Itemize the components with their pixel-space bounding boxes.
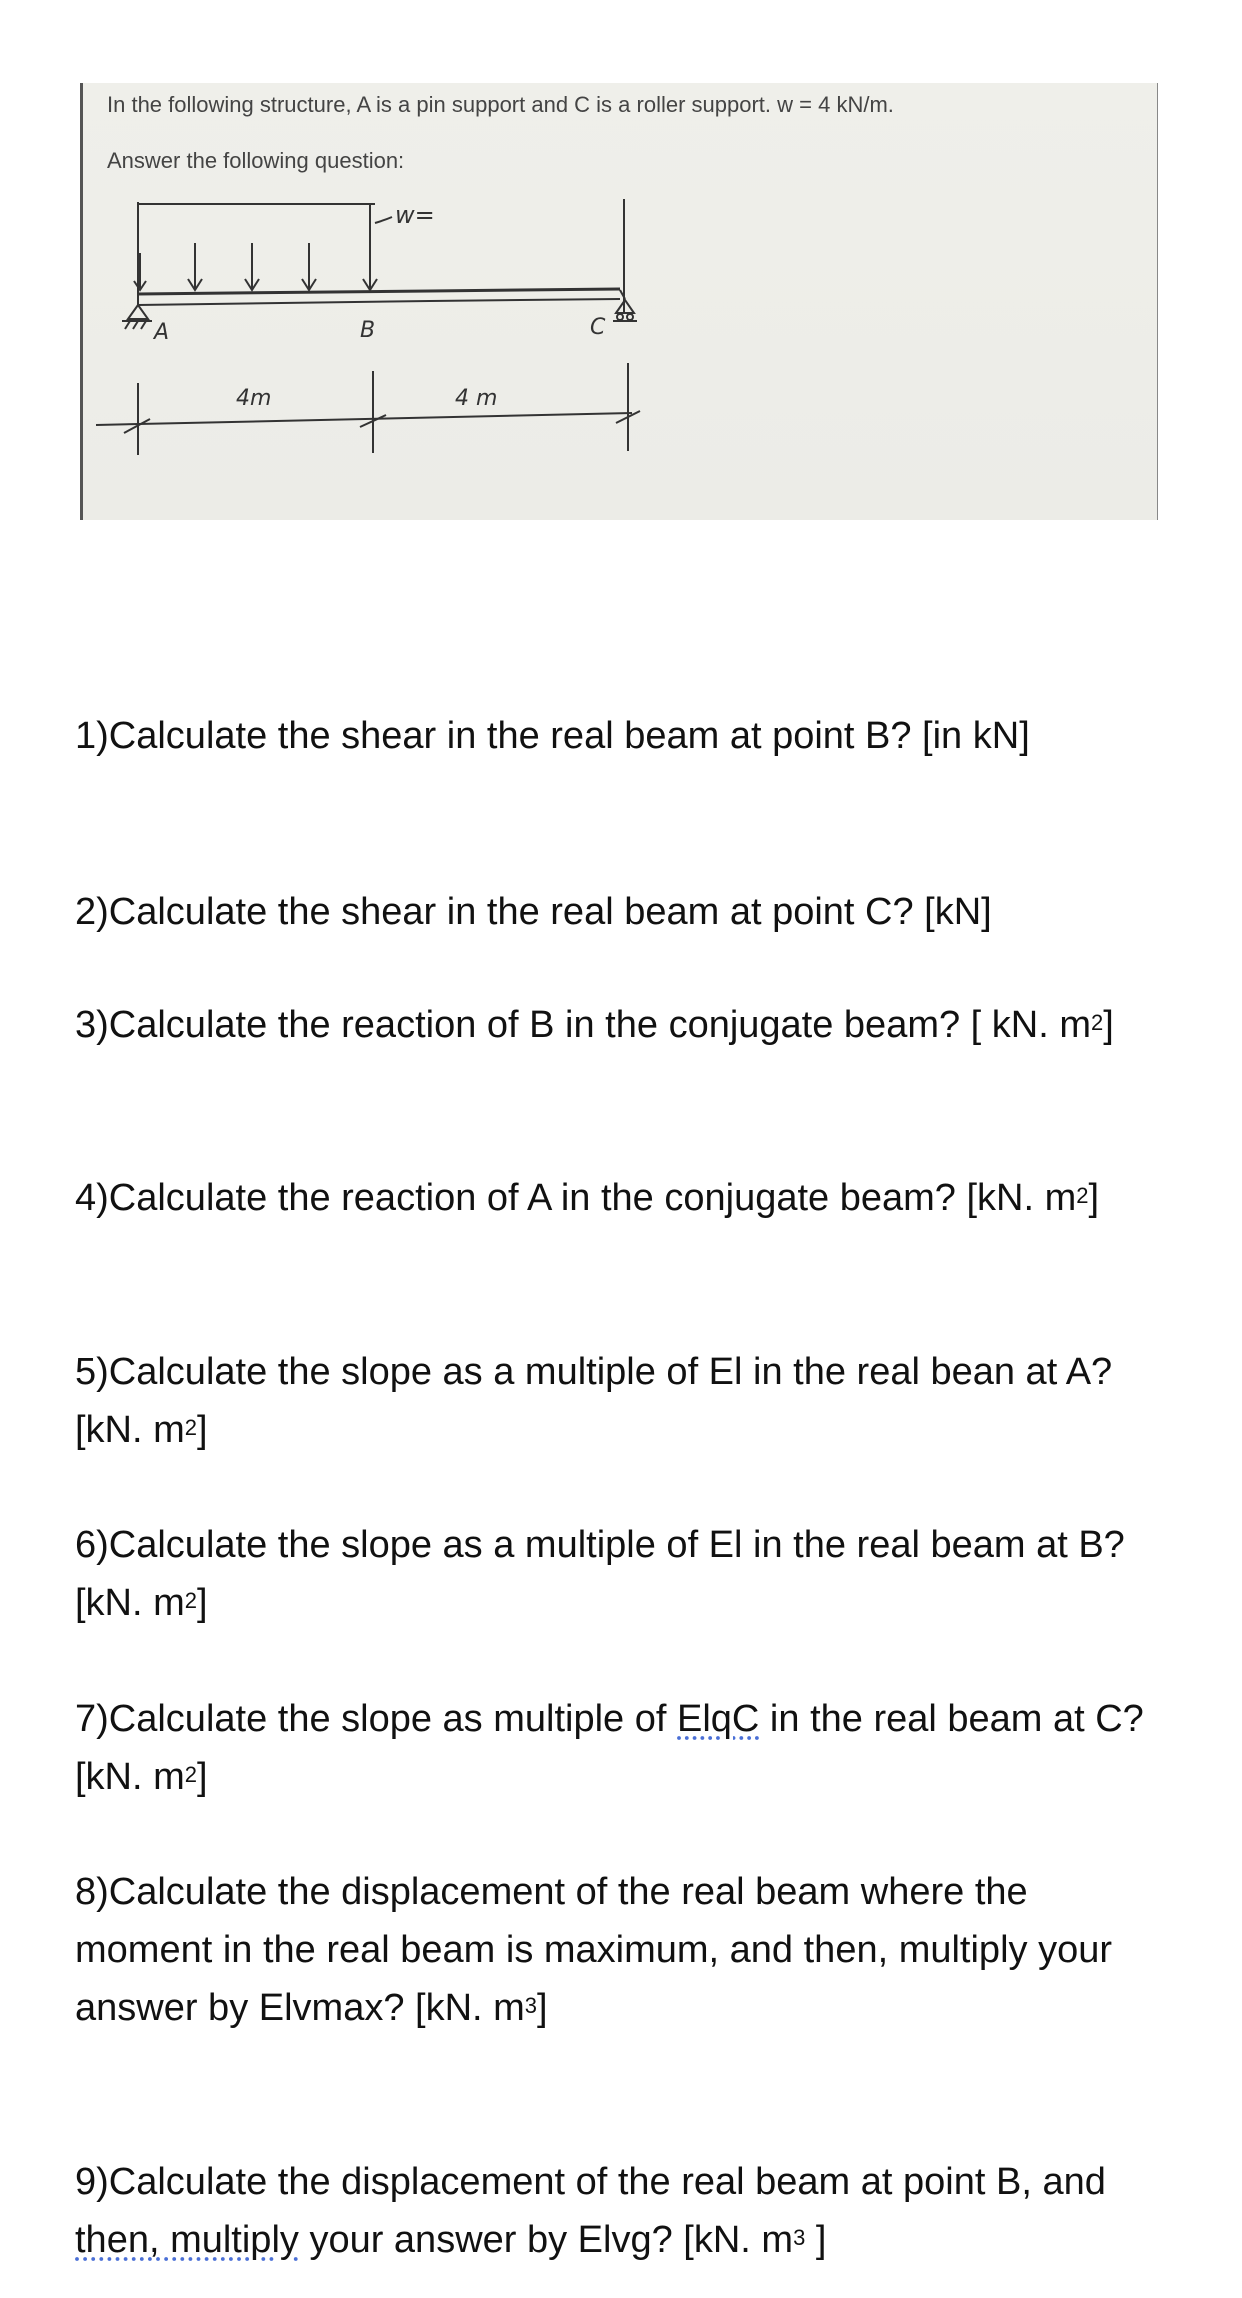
question-7: 7)Calculate the slope as multiple of ElqC in the real beam at C? [kN. $m^2$]: [75, 1698, 1144, 1798]
distributed-load-arrows: [134, 204, 377, 290]
beam-diagram: [80, 83, 1158, 520]
question-4: 4)Calculate the reaction of A in the conjugate beam? [kN. $m^2$]: [75, 1177, 1100, 1219]
spellcheck-mark: ElqC: [677, 1698, 760, 1740]
point-a-label: A: [154, 320, 170, 345]
beam: [138, 291, 430, 294]
load-label: w=: [395, 201, 435, 229]
dimension-line: [96, 363, 640, 455]
question-2: 2)Calculate the shear in the real beam at point C? [kN]: [75, 891, 992, 933]
question-6: 6)Calculate the slope as a multiple of El in the real beam at B? [kN. $m^2$]: [75, 1524, 1125, 1624]
question-5: 5)Calculate the slope as a multiple of El in the real bean at A? [kN. $m^2$]: [75, 1351, 1113, 1451]
spellcheck-mark: then, multiply: [75, 2219, 299, 2261]
problem-statement: In the following structure, A is a pin support and C is a roller support. w = 4 kN/m.: [107, 92, 894, 117]
span-bc-label: 4 m: [455, 386, 498, 411]
question-9: 9)Calculate the displacement of the real beam at point B, and then, multiply your answer by Elvg? [kN. $m^3$ ]: [75, 2161, 1106, 2261]
point-b-label: B: [360, 318, 376, 343]
pin-support-a: [122, 305, 152, 329]
problem-instruction: Answer the following question:: [107, 148, 405, 173]
question-8: 8)Calculate the displacement of the real beam where the moment in the real beam is maximum, and then, multiply your answer by Elvmax? [kN. $m^3$]: [75, 1871, 1112, 2029]
point-c-label: C: [590, 315, 606, 340]
span-ab-label: 4m: [236, 386, 272, 411]
question-1: 1)Calculate the shear in the real beam at point B? [in kN]: [75, 715, 1030, 757]
question-3: 3)Calculate the reaction of B in the conjugate beam? [ kN. $m^2$]: [75, 1004, 1114, 1046]
